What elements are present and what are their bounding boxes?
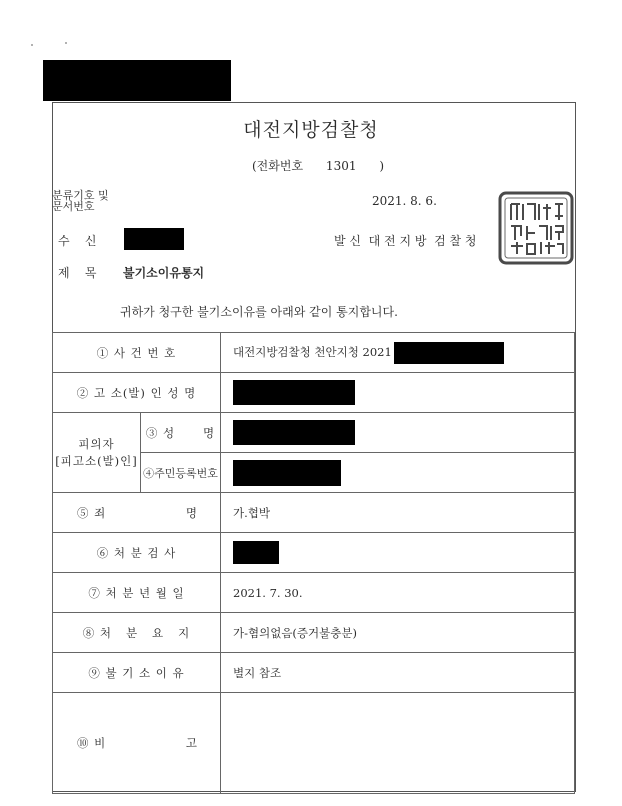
document-date: 2021. 8. 6. bbox=[372, 194, 437, 208]
intro-text: 귀하가 청구한 불기소이유를 아래와 같이 통지합니다. bbox=[120, 305, 398, 319]
table-row bbox=[53, 653, 575, 693]
name-value bbox=[221, 413, 575, 453]
remarks-label-tail: 고 bbox=[185, 736, 198, 750]
reason-label: ⑨ 불 기 소 이 유 bbox=[53, 653, 221, 693]
sender-line: 발 신 대 전 지 방 검 찰 청 bbox=[334, 234, 477, 248]
table-row bbox=[53, 573, 575, 613]
agency-title: 대전지방검찰청 bbox=[243, 119, 379, 141]
case-number-value bbox=[221, 333, 575, 373]
notice-table bbox=[52, 332, 575, 794]
crime-label-cell bbox=[53, 493, 221, 533]
prosecutor-redaction bbox=[233, 541, 279, 564]
complainant-value bbox=[221, 373, 575, 413]
crime-value: 가.협박 bbox=[221, 493, 575, 533]
rrn-redaction bbox=[233, 460, 341, 486]
disposition-date-value: 2021. 7. 30. bbox=[221, 573, 575, 613]
scan-speck bbox=[65, 42, 67, 44]
rrn-value bbox=[221, 453, 575, 493]
scan-speck bbox=[31, 44, 33, 46]
name-label: ③ 성 명 bbox=[141, 413, 221, 453]
crime-label: ⑤ 죄 bbox=[77, 505, 107, 520]
complainant-label: ② 고 소(발) 인 성 명 bbox=[53, 373, 221, 413]
table-row bbox=[53, 373, 575, 413]
prosecutor-label: ⑥ 처 분 검 사 bbox=[53, 533, 221, 573]
suspect-label-line2: [피고소(발)인] bbox=[55, 453, 138, 468]
reason-value: 별지 참조 bbox=[221, 653, 575, 693]
subject-text: 불기소이유통지 bbox=[123, 266, 205, 280]
recipient-redaction bbox=[124, 228, 184, 250]
doc-number-label: 분류기호 및 문서번호 bbox=[52, 189, 109, 213]
crime-label-tail: 명 bbox=[185, 505, 198, 520]
remarks-value bbox=[221, 693, 575, 794]
disposition-date-label: ⑦ 처 분 년 월 일 bbox=[53, 573, 221, 613]
summary-label: ⑧ 처 분 요 지 bbox=[53, 613, 221, 653]
remarks-label-cell bbox=[53, 693, 221, 794]
official-seal-stamp bbox=[497, 190, 575, 266]
prosecutor-value bbox=[221, 533, 575, 573]
suspect-group-label bbox=[53, 413, 141, 493]
table-row bbox=[53, 333, 575, 373]
subject-label: 제 목 bbox=[58, 266, 97, 280]
table-row bbox=[53, 613, 575, 653]
complainant-redaction bbox=[233, 380, 355, 405]
rrn-label: ④주민등록번호 bbox=[141, 453, 221, 493]
table-row bbox=[53, 693, 575, 794]
table-row bbox=[53, 533, 575, 573]
summary-value: 가-혐의없음(증거불충분) bbox=[221, 613, 575, 653]
case-number-text: 대전지방검찰청 천안지청 2021 bbox=[233, 344, 392, 359]
redaction-block bbox=[43, 60, 231, 101]
phone-line: (전화번호 1301 ) bbox=[252, 159, 385, 173]
case-number-redaction bbox=[394, 342, 504, 364]
case-number-label: ① 사 건 번 호 bbox=[53, 333, 221, 373]
table-row bbox=[53, 413, 575, 453]
remarks-label: ⑩ 비 bbox=[77, 736, 107, 750]
suspect-label-line1: 피의자 bbox=[78, 436, 115, 451]
table-row bbox=[53, 493, 575, 533]
name-redaction bbox=[233, 420, 355, 445]
recipient-label: 수 신 bbox=[58, 234, 97, 248]
